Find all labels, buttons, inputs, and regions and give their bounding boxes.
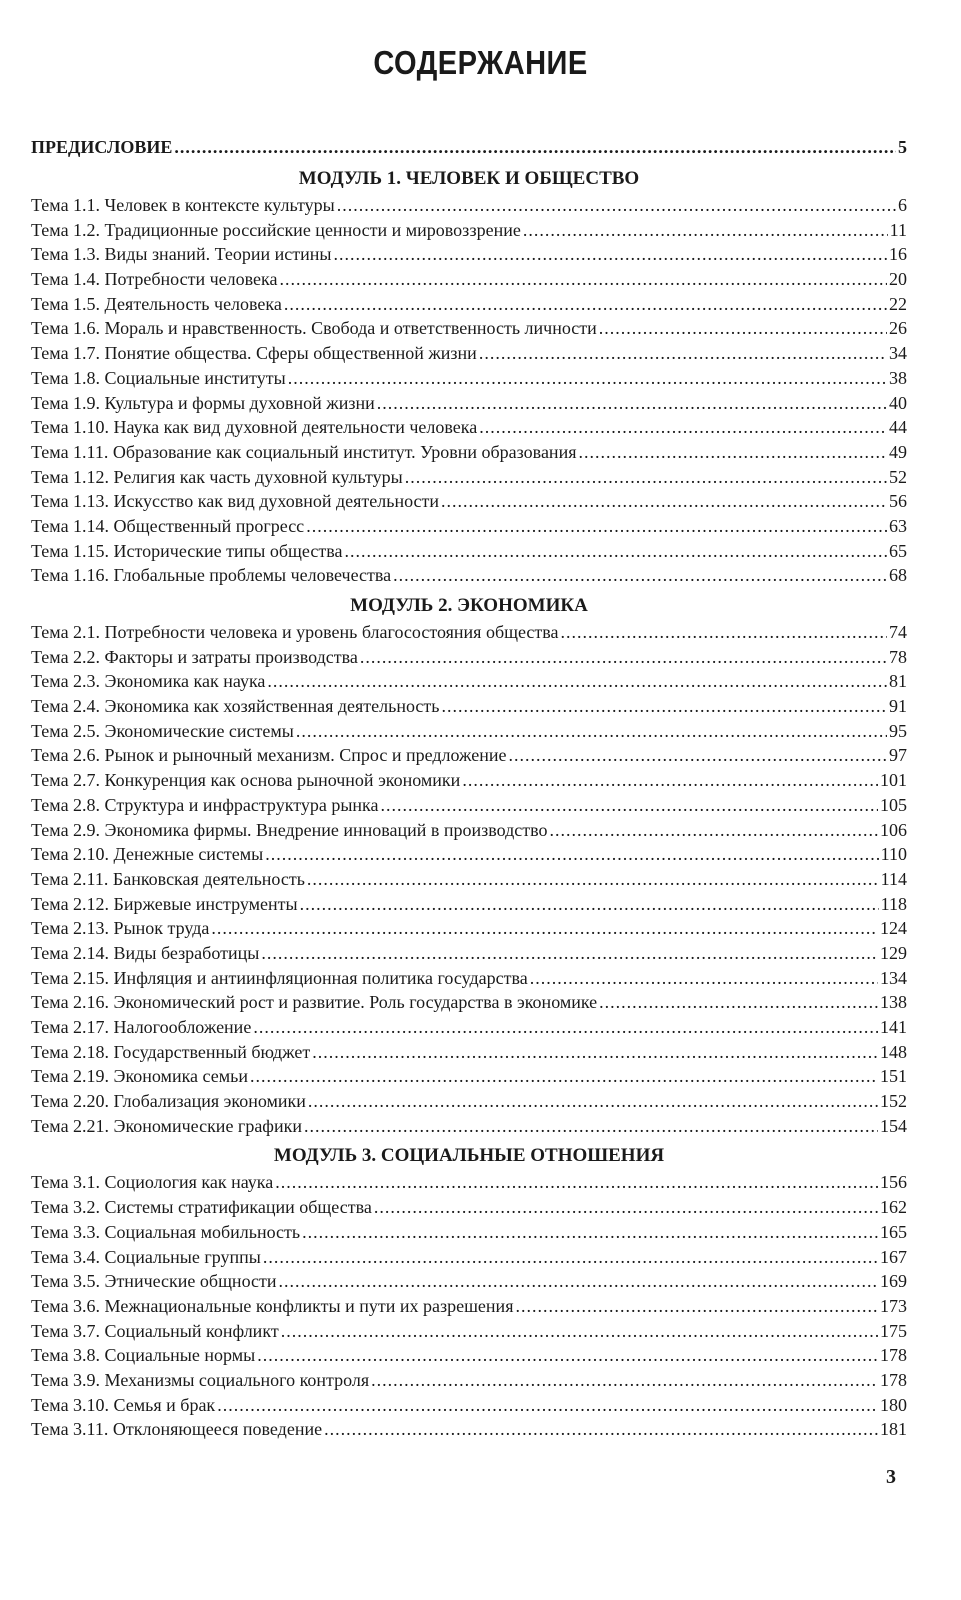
toc-entry-label: Тема 1.4. Потребности человека — [31, 269, 278, 290]
dot-leader — [441, 489, 887, 514]
toc-entry-label: Тема 2.21. Экономические графики — [31, 1115, 302, 1136]
toc-entry-label: Тема 2.2. Факторы и затраты производства — [31, 646, 358, 667]
toc-entry — [31, 267, 907, 292]
toc-entry-page: 95 — [889, 720, 907, 741]
toc-entry-page: 74 — [889, 622, 907, 642]
toc-entry-page: 44 — [889, 417, 907, 438]
dot-leader — [599, 316, 887, 341]
toc-entry-page: 110 — [880, 844, 907, 865]
toc-entry — [31, 966, 907, 991]
toc-entry — [31, 391, 907, 416]
toc-entry — [31, 366, 907, 391]
toc-entry-label: Тема 1.11. Образование как социальный институт. Уровни образования — [31, 441, 577, 462]
toc-entry — [31, 193, 907, 218]
toc-entry — [31, 941, 907, 966]
toc-entry-page: 134 — [880, 967, 907, 988]
toc-entry-label: Тема 3.5. Этнические общности — [31, 1271, 277, 1292]
toc-entry-label: Тема 3.2. Системы стратификации общества — [31, 1197, 372, 1218]
toc-entry-page: 175 — [880, 1320, 907, 1341]
dot-leader — [374, 1195, 878, 1220]
toc-entry — [31, 242, 907, 267]
toc-entry-page: 167 — [880, 1246, 907, 1267]
toc-entry-page: 124 — [880, 918, 907, 939]
toc-entry-label: Тема 3.3. Социальная мобильность — [31, 1221, 301, 1242]
toc-entry — [31, 1064, 907, 1089]
toc-entry — [31, 415, 907, 440]
toc-entry-label: Тема 1.15. Исторические типы общества — [31, 540, 343, 561]
dot-leader — [578, 440, 887, 465]
toc-entry-page: 49 — [889, 441, 907, 462]
module-heading: МОДУЛЬ 3. СОЦИАЛЬНЫЕ ОТНОШЕНИЯ — [273, 1145, 665, 1167]
toc-entry — [31, 1294, 907, 1319]
toc-entry-label: Тема 3.10. Семья и брак — [31, 1394, 216, 1415]
toc-entry-page: 91 — [889, 696, 907, 717]
toc-entry-page: 56 — [889, 491, 907, 512]
toc-entry-label: Тема 1.1. Человек в контексте культуры — [31, 195, 335, 215]
toc-entry-label: Тема 3.7. Социальный конфликт — [31, 1320, 279, 1341]
toc-entry — [31, 489, 907, 514]
toc-entry — [31, 218, 907, 243]
toc-entry — [31, 563, 907, 588]
toc-entry-page: 97 — [889, 745, 907, 766]
dot-leader — [381, 793, 878, 818]
toc-entry-label: Тема 2.19. Экономика семьи — [31, 1066, 248, 1087]
toc-entry-page: 16 — [889, 244, 907, 265]
dot-leader — [275, 1170, 878, 1195]
toc-entry-page: 20 — [889, 269, 907, 290]
toc-entry — [31, 892, 907, 917]
toc-entry — [31, 465, 907, 490]
toc-entry-label: Тема 1.8. Социальные институты — [31, 367, 286, 388]
toc-entry — [31, 1245, 907, 1270]
toc-entry-page: 180 — [880, 1394, 907, 1415]
toc-entry-label: Тема 1.14. Общественный прогресс — [31, 515, 305, 536]
toc-entry — [31, 1040, 907, 1065]
toc-entry — [31, 1368, 907, 1393]
toc-entry — [31, 1089, 907, 1114]
dot-leader — [561, 620, 887, 645]
toc-entry-label: Тема 1.5. Деятельность человека — [31, 293, 282, 314]
toc-entry-page: 165 — [880, 1221, 907, 1242]
toc-entry-label: Тема 1.6. Мораль и нравственность. Свобода и ответственность личности — [31, 318, 597, 339]
toc-entry-page: 141 — [880, 1017, 907, 1037]
toc-entry-page: 129 — [880, 942, 907, 963]
toc-entry-label: Тема 1.13. Искусство как вид духовной деятельности — [31, 491, 440, 512]
dot-leader — [174, 133, 896, 161]
toc-entry-label: Тема 2.1. Потребности человека и уровень благосостояния общества — [31, 622, 559, 642]
toc-entry-label: Тема 2.16. Экономический рост и развитие. Роль государства в экономике — [31, 992, 598, 1013]
toc-entry-label: Тема 2.6. Рынок и рыночный механизм. Спрос и предложение — [31, 745, 507, 766]
toc-entry-label: Тема 1.12. Религия как часть духовной культуры — [31, 466, 403, 487]
toc-entry — [31, 1015, 907, 1040]
toc-entry-page: 105 — [880, 794, 907, 815]
dot-leader — [307, 867, 879, 892]
toc-entry-page: 151 — [880, 1066, 907, 1087]
toc-entry-label: Тема 1.3. Виды знаний. Теории истины — [31, 244, 332, 265]
toc-entry — [31, 440, 907, 465]
toc-entry-page: 63 — [889, 515, 907, 536]
toc-entry — [31, 793, 907, 818]
dot-leader — [312, 1040, 878, 1065]
toc-entry — [31, 743, 907, 768]
toc-entry — [31, 316, 907, 341]
table-of-contents — [31, 133, 907, 1442]
dot-leader — [508, 743, 887, 768]
toc-entry-label: Тема 2.4. Экономика как хозяйственная деятельность — [31, 696, 440, 717]
dot-leader — [371, 1368, 878, 1393]
dot-leader — [344, 539, 887, 564]
toc-entry — [31, 990, 907, 1015]
dot-leader — [515, 1294, 878, 1319]
toc-entry — [31, 1319, 907, 1344]
dot-leader — [279, 1269, 878, 1294]
toc-entry — [31, 818, 907, 843]
toc-entry — [31, 1195, 907, 1220]
toc-entry-label: Тема 2.20. Глобализация экономики — [31, 1091, 306, 1112]
toc-entry-page: 169 — [880, 1271, 907, 1292]
dot-leader — [296, 719, 887, 744]
toc-entry-page: 11 — [889, 219, 907, 240]
dot-leader — [263, 1245, 878, 1270]
toc-entry-page: 78 — [889, 646, 907, 667]
toc-entry-label: Тема 2.10. Денежные системы — [31, 844, 264, 865]
toc-entry-label: Тема 1.10. Наука как вид духовной деятельности человека — [31, 417, 478, 438]
toc-entry — [31, 1269, 907, 1294]
toc-entry-label: Тема 3.1. Социология как наука — [31, 1172, 274, 1193]
dot-leader — [479, 415, 887, 440]
toc-entry-label: Тема 2.13. Рынок труда — [31, 918, 210, 939]
toc-entry-label: Тема 1.16. Глобальные проблемы человечества — [31, 565, 392, 586]
toc-entry-page: 26 — [889, 318, 907, 339]
dot-leader — [211, 916, 878, 941]
toc-entry-page: 114 — [880, 868, 907, 889]
module-heading: МОДУЛЬ 1. ЧЕЛОВЕК И ОБЩЕСТВО — [298, 168, 640, 189]
toc-entry — [31, 719, 907, 744]
toc-entry — [31, 842, 907, 867]
toc-entry-label: Тема 2.11. Банковская деятельность — [31, 868, 305, 889]
toc-entry — [31, 1417, 907, 1442]
toc-entry-preface — [31, 133, 907, 161]
dot-leader — [523, 218, 888, 243]
toc-entry-label: Тема 2.5. Экономические системы — [31, 720, 294, 741]
dot-leader — [250, 1064, 878, 1089]
toc-entry-label: Тема 1.9. Культура и формы духовной жизни — [31, 392, 375, 413]
toc-entry — [31, 1170, 907, 1195]
dot-leader — [217, 1393, 878, 1418]
toc-entry-label: Тема 3.8. Социальные нормы — [31, 1345, 256, 1366]
toc-entry-page: 152 — [880, 1091, 907, 1112]
toc-entry-label: Тема 2.17. Налогообложение — [31, 1017, 252, 1037]
toc-entry-page: 156 — [880, 1172, 907, 1193]
module-heading: МОДУЛЬ 2. ЭКОНОМИКА — [350, 595, 588, 616]
toc-entry-label: Тема 2.18. Государственный бюджет — [31, 1041, 311, 1062]
toc-entry — [31, 645, 907, 670]
dot-leader — [441, 694, 887, 719]
toc-entry — [31, 916, 907, 941]
toc-entry-page: 162 — [880, 1197, 907, 1218]
toc-entry-page: 154 — [880, 1115, 907, 1136]
toc-entry-page: 6 — [898, 195, 907, 215]
dot-leader — [393, 563, 887, 588]
toc-entry-page: 65 — [889, 540, 907, 561]
toc-entry-page: 148 — [880, 1041, 907, 1062]
toc-entry-page: 101 — [880, 770, 907, 791]
dot-leader — [334, 242, 888, 267]
dot-leader — [530, 966, 878, 991]
dot-leader — [405, 465, 887, 490]
toc-entry — [31, 694, 907, 719]
toc-entry-page: 68 — [889, 565, 907, 586]
dot-leader — [288, 366, 887, 391]
dot-leader — [304, 1114, 878, 1139]
dot-leader — [265, 842, 878, 867]
dot-leader — [280, 267, 888, 292]
toc-entry — [31, 1220, 907, 1245]
dot-leader — [261, 941, 878, 966]
toc-entry-page: 52 — [889, 466, 907, 487]
toc-entry — [31, 292, 907, 317]
dot-leader — [550, 818, 878, 843]
toc-entry — [31, 341, 907, 366]
dot-leader — [337, 193, 896, 218]
toc-entry-label: Тема 3.4. Социальные группы — [31, 1246, 261, 1267]
toc-entry-label: Тема 3.11. Отклоняющееся поведение — [31, 1419, 323, 1440]
toc-entry-label: Тема 2.12. Биржевые инструменты — [31, 893, 298, 914]
toc-entry — [31, 1114, 907, 1139]
dot-leader — [377, 391, 887, 416]
toc-entry — [31, 768, 907, 793]
toc-entry — [31, 867, 907, 892]
page-number: 3 — [886, 1466, 896, 1488]
toc-entry — [31, 1393, 907, 1418]
toc-entry — [31, 620, 907, 645]
dot-leader — [281, 1319, 878, 1344]
dot-leader — [284, 292, 887, 317]
dot-leader — [300, 892, 879, 917]
dot-leader — [253, 1015, 878, 1040]
dot-leader — [324, 1417, 878, 1442]
toc-entry-label: Тема 2.9. Экономика фирмы. Внедрение инноваций в производство — [31, 819, 548, 840]
toc-entry-page: 138 — [880, 992, 907, 1013]
dot-leader — [462, 768, 878, 793]
toc-entry-page: 40 — [889, 392, 907, 413]
dot-leader — [267, 669, 887, 694]
toc-entry-label: Тема 3.9. Механизмы социального контроля — [31, 1369, 370, 1390]
dot-leader — [599, 990, 878, 1015]
toc-entry-page: 38 — [889, 367, 907, 388]
toc-entry-page: 106 — [880, 819, 907, 840]
toc-entry-page: 34 — [889, 343, 907, 364]
toc-entry — [31, 539, 907, 564]
toc-entry-page: 178 — [880, 1369, 907, 1390]
toc-entry — [31, 1343, 907, 1368]
toc-entry-label: Тема 2.8. Структура и инфраструктура рынка — [31, 794, 379, 815]
toc-entry-page: 22 — [889, 293, 907, 314]
toc-entry-label: Тема 2.15. Инфляция и антиинфляционная политика государства — [31, 967, 528, 988]
dot-leader — [257, 1343, 878, 1368]
toc-entry-page: 178 — [880, 1345, 907, 1366]
toc-entry-label: Тема 2.3. Экономика как наука — [31, 671, 266, 692]
toc-entry-label: Тема 2.7. Конкуренция как основа рыночной экономики — [31, 770, 461, 791]
toc-entry-page: 118 — [880, 893, 907, 914]
toc-entry-label: Тема 2.14. Виды безработицы — [31, 942, 260, 963]
toc-entry — [31, 669, 907, 694]
dot-leader — [308, 1089, 878, 1114]
toc-entry-label: ПРЕДИСЛОВИЕ — [31, 137, 173, 157]
toc-entry-label: Тема 3.6. Межнациональные конфликты и пути их разрешения — [31, 1295, 514, 1316]
dot-leader — [360, 645, 887, 670]
toc-entry-label: Тема 1.2. Традиционные российские ценности и мировоззрение — [31, 219, 521, 240]
page-title: СОДЕРЖАНИЕ — [373, 44, 588, 81]
dot-leader — [306, 514, 887, 539]
toc-entry-label: Тема 1.7. Понятие общества. Сферы общественной жизни — [31, 343, 477, 364]
toc-entry-page: 181 — [880, 1419, 907, 1440]
dot-leader — [479, 341, 887, 366]
toc-entry-page: 173 — [880, 1295, 907, 1316]
toc-entry — [31, 514, 907, 539]
dot-leader — [302, 1220, 878, 1245]
toc-entry-page: 81 — [889, 671, 907, 692]
toc-entry-page: 5 — [898, 137, 907, 157]
